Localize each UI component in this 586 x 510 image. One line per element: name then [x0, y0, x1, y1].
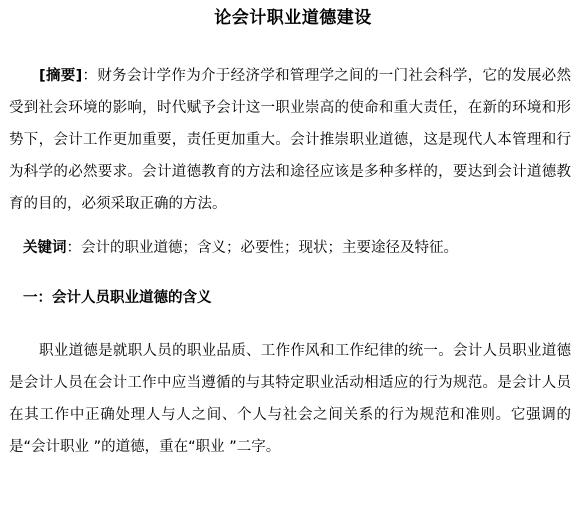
abstract-paragraph	[9, 60, 571, 220]
document-title: 论会计职业道德建设	[214, 8, 372, 28]
keywords-text: ：会计的职业道德；含义；必要性；现状；主要途径及特征。	[66, 240, 458, 256]
abstract-text: ：财务会计学作为介于经济学和管理学之间的一门社会科学，它的发展必然受到社会环境的影响，时代赋予会计这一职业崇高的使命和重大责任，在新的环境和形势下，会计工作更加重要，责任更加重大。会计推崇职业道德，这是现代人本管理和行为科学的必然要求。会计道德教育的方法和途径应该是多种多样的，要达到会计道德教育的目的，必须采取正确的方法。	[9, 68, 571, 212]
keywords-label: 关键词	[23, 240, 67, 256]
keywords-paragraph	[9, 232, 571, 264]
abstract-label: [摘要]	[39, 68, 83, 84]
section-heading: 一：会计人员职业道德的含义	[23, 290, 212, 306]
section-paragraph: 职业道德是就职人员的职业品质、工作作风和工作纪律的统一。会计人员职业道德是会计人员在会计工作中应当遵循的与其特定职业活动相适应的行为规范。是会计人员在其工作中正确处理人与人之间、个人与社会之间关系的行为规范和准则。它强调的是“会计职业 ”的道德，重在“职业 ”二字。	[9, 343, 571, 455]
